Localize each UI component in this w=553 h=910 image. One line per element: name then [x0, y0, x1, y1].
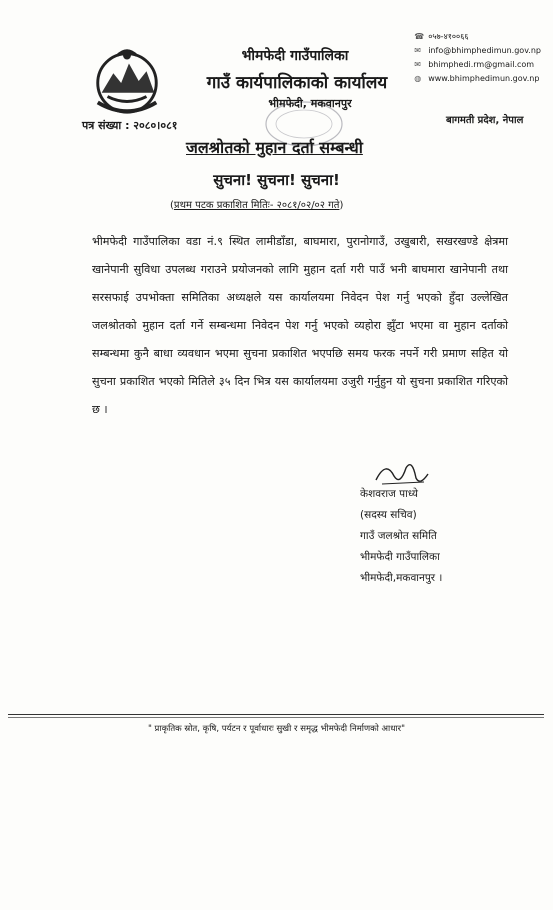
contact-block — [414, 30, 541, 86]
website-address: www.bhimphedimun.gov.np — [428, 74, 540, 83]
published-close-paren: ) — [339, 200, 344, 211]
office-location: भीमफेदी, मकवानपुर — [268, 97, 352, 110]
signatory-name: केशवराज पाध्ये — [360, 488, 418, 500]
globe-icon: ◍ — [414, 74, 422, 83]
footer-motto: " प्राकृतिक स्रोत, कृषि, पर्यटन र पूर्वाधारः सुखी र समृद्ध भीमफेदी निर्माणको आधार" — [147, 724, 406, 734]
phone-number: ०५७-४१००६६ — [428, 32, 469, 41]
reference-number: पत्र संख्या : २०८०।०८१ — [82, 119, 178, 132]
signatory-role: (सदस्य सचिव) — [360, 509, 417, 521]
published-label: प्रथम पटक प्रकाशित मितिः- २०८१/०२/०२ गते — [173, 200, 340, 211]
signatory-block — [360, 484, 442, 589]
email-line-2 — [414, 58, 541, 72]
province-label: बागमती प्रदेश, नेपाल — [446, 115, 524, 126]
phone-icon: ☎ — [414, 32, 425, 41]
email-icon: ✉ — [414, 46, 421, 55]
email-icon: ✉ — [414, 60, 421, 69]
office-title: गाउँ कार्यपालिकाको कार्यालय — [206, 73, 388, 93]
signatory-municipality: भीमफेदी गाउँपालिका — [360, 551, 440, 563]
phone-line — [414, 30, 541, 44]
org-name: भीमफेदी गाउँपालिका — [241, 48, 349, 64]
website-line — [414, 72, 541, 86]
nepal-emblem-icon — [88, 42, 166, 120]
footer-divider — [8, 714, 544, 715]
email-line-1 — [414, 44, 541, 58]
signatory-address: भीमफेदी,मकवानपुर । — [360, 572, 443, 584]
footer-divider-thin — [8, 717, 544, 718]
notice-heading: सुचना! सुचना! सुचना! — [213, 171, 340, 189]
email-address-2: bhimphedi.rm@gmail.com — [428, 60, 535, 69]
notice-body: भीमफेदी गाउँपालिका वडा नं.९ स्थित लामीडाँडा, बाघमारा, पुरानोगाउँ, उखुबारी, सखरखण्डे क्षेत्रमा खानेपानी सुविधा उपलब्ध गराउने प्रयोजनको लागि मुहान दर्ता गरी पाउँ भनी बाघमारा खानेपानी तथा सरसफाई उपभोक्ता समितिका अध्यक्षले यस कार्यालयमा निवेदन पेश गर्नु भएको हुँदा उल्लेखित जलश्रोतको मुहान दर्ता गर्ने सम्बन्धमा निवेदन पेश गर्नु भएको व्यहोरा झुँटा भएमा वा मुहान दर्ताको सम्बन्धमा कुनै बाधा व्यवधान भएमा सुचना प्रकाशित भएपछि समय फरक नपर्ने गरी प्रमाण सहित यो सुचना प्रकाशित भएको मितिले ३५ दिन भित्र यस कार्यालयमा उजुरी गर्नुहुन यो सुचना प्रकाशित गरिएको छ । — [92, 235, 508, 416]
published-date — [170, 197, 343, 211]
email-address-1: info@bhimphedimun.gov.np — [428, 46, 541, 55]
notice-subject: जलश्रोतको मुहान दर्ता सम्बन्धी — [186, 138, 363, 157]
published-open-paren: ( — [170, 200, 174, 211]
signatory-committee: गाउँ जलश्रोत समिति — [360, 530, 437, 542]
